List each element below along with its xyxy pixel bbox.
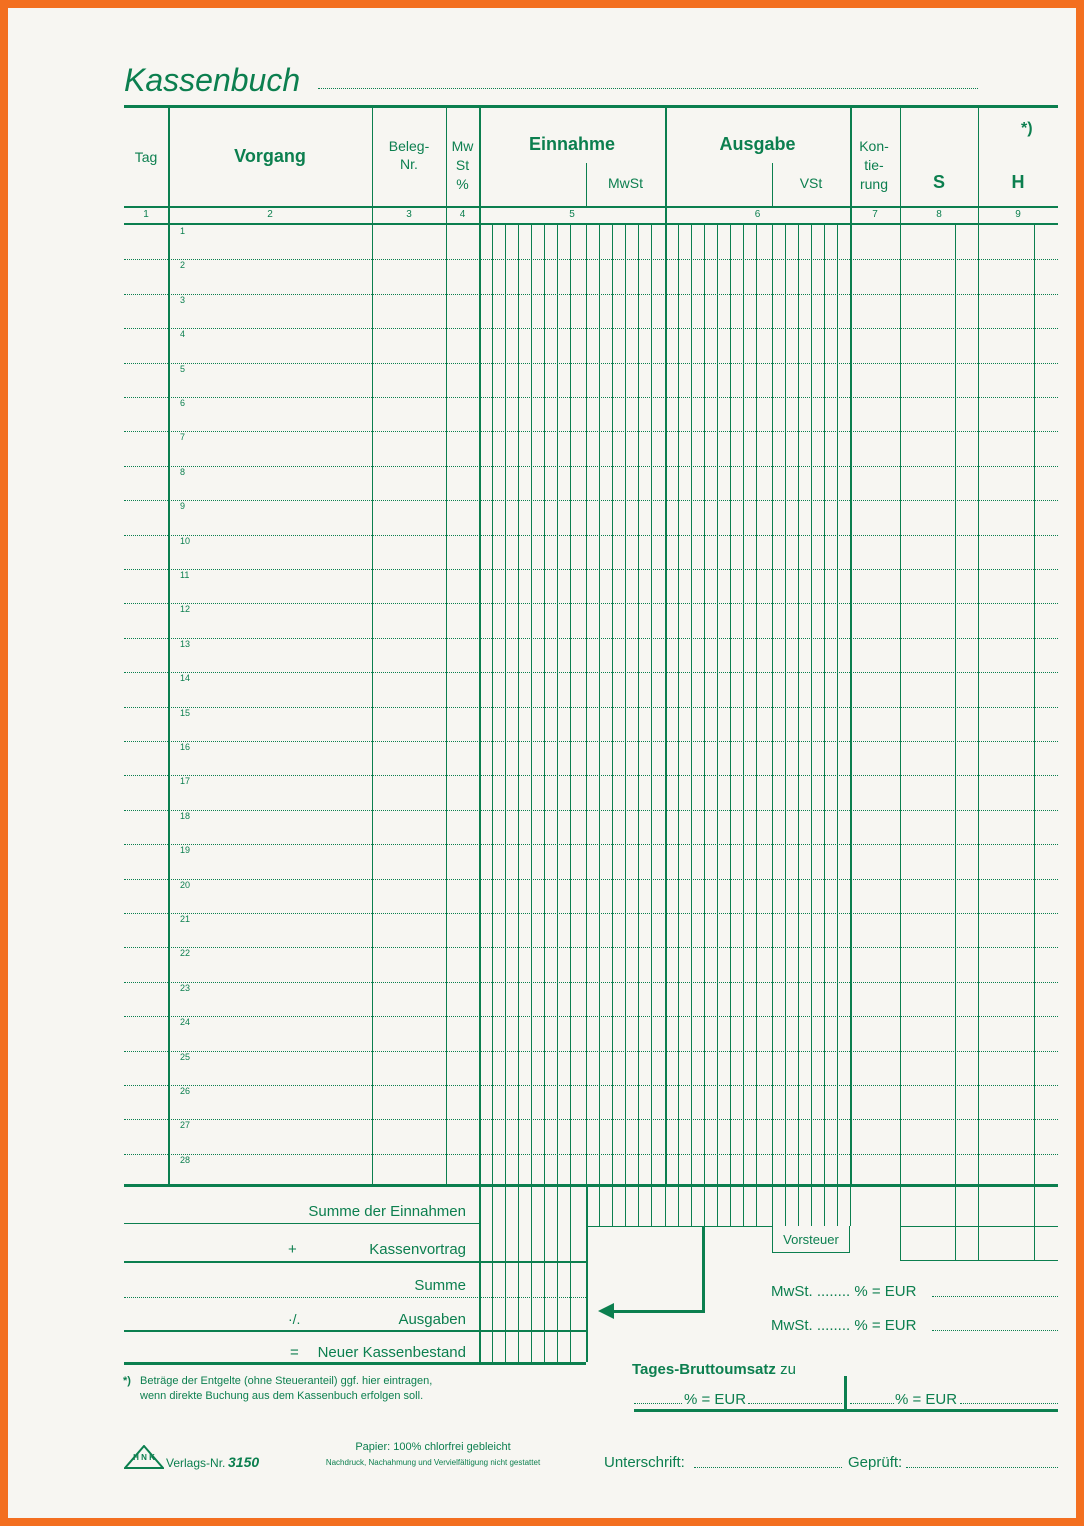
grid-digit-vline: [505, 223, 506, 1186]
grid-row-line: [124, 397, 1058, 398]
row-number: 12: [180, 604, 191, 615]
grid-row-line: [124, 913, 1058, 914]
grid-row-line: [124, 1119, 1058, 1120]
grid-row-line: [124, 638, 1058, 639]
grid-major-vline: [900, 105, 901, 1186]
neuer-bestand-label: Neuer Kassenbestand: [317, 1344, 466, 1361]
summary-digit-vline: [557, 1186, 558, 1362]
sh-summary-v3: [1034, 1186, 1035, 1261]
grid-row-line: [124, 603, 1058, 604]
summary-line-4: [124, 1330, 586, 1332]
summary-digit-vline: [570, 1186, 571, 1362]
grid-digit-vline: [955, 223, 956, 1186]
header-einnahme: Einnahme: [528, 134, 616, 154]
tages-pct-eur-1: % = EUR: [684, 1391, 747, 1408]
grid-row-line: [124, 535, 1058, 536]
colnum-bottom-rule: [124, 223, 1058, 225]
logo-letters: H N K: [133, 1453, 155, 1462]
header-beleg-1: Beleg-: [388, 138, 430, 154]
row-number: 10: [180, 535, 191, 546]
footnote-mark-header: *): [1021, 120, 1033, 137]
tages-zu: zu: [780, 1361, 796, 1378]
summary-digit-vline: [717, 1186, 718, 1226]
header-kont-1: Kon-: [859, 138, 889, 154]
grid-digit-vline: [811, 223, 812, 1186]
summary-digit-vline: [665, 1186, 666, 1226]
title-line: [318, 88, 978, 89]
unterschrift-label: Unterschrift:: [604, 1454, 685, 1471]
summary-digit-vline: [599, 1186, 600, 1226]
row-number: 19: [180, 845, 191, 856]
summary-digit-vline: [837, 1186, 838, 1226]
row-number: 5: [180, 363, 186, 374]
header-tag: Tag: [134, 149, 158, 165]
row-number: 25: [180, 1051, 191, 1062]
plus-sign: +: [288, 1241, 297, 1258]
summary-digit-vline: [518, 1186, 519, 1362]
column-number: 5: [569, 209, 575, 220]
sh-summary-v2: [978, 1186, 979, 1261]
column-number: 2: [267, 209, 273, 220]
grid-row-line: [124, 1016, 1058, 1017]
grid-row-line: [124, 879, 1058, 880]
grid-row-line: [124, 1085, 1058, 1086]
summary-digit-vline: [772, 1186, 773, 1226]
row-number: 21: [180, 914, 191, 924]
column-number: 4: [459, 209, 466, 220]
grid-digit-vline: [531, 223, 532, 1186]
grid-row-line: [124, 707, 1058, 708]
summary-digit-vline: [505, 1186, 506, 1362]
grid-row-line: [124, 1051, 1058, 1052]
unterschrift-line: [694, 1467, 842, 1468]
grid-row-line: [124, 431, 1058, 432]
tages-bottom-rule: [634, 1409, 1058, 1412]
row-number: 27: [180, 1120, 191, 1131]
grid-major-vline: [446, 105, 447, 1186]
kassenvortrag-label: Kassenvortrag: [369, 1241, 466, 1258]
grid-major-vline: [479, 105, 481, 1186]
column-number: 1: [143, 209, 149, 220]
grid-digit-vline: [678, 223, 679, 1186]
grid-row-line: [124, 569, 1058, 570]
grid-row-line: [124, 775, 1058, 776]
grid-digit-vline: [1034, 223, 1035, 1186]
summary-digit-vline: [850, 1186, 851, 1226]
grid-row-line: [124, 741, 1058, 742]
grid-row-line: [124, 294, 1058, 295]
grid-digit-vline: [756, 223, 757, 1186]
grid-digit-vline: [717, 223, 718, 1186]
column-number: 7: [872, 209, 878, 220]
summary-digit-vline: [612, 1186, 613, 1226]
summary-line-1: [124, 1223, 479, 1224]
summary-vline: [479, 1186, 481, 1362]
tages-fill-1b: [748, 1403, 842, 1404]
summary-digit-vline: [743, 1186, 744, 1226]
row-number: 6: [180, 398, 186, 408]
row-number: 24: [180, 1017, 191, 1028]
header-mwst-3: %: [456, 176, 469, 192]
summary-line-3: [124, 1297, 586, 1298]
footnote-line-2: wenn direkte Buchung aus dem Kassenbuch erfolgen soll.: [140, 1390, 424, 1402]
grid-row-line: [124, 982, 1058, 983]
row-number: 4: [180, 329, 186, 340]
header-h: H: [1011, 172, 1025, 192]
summary-digit-vline: [691, 1186, 692, 1226]
grid-digit-vline: [651, 223, 652, 1186]
header-mwst-1: Mw: [451, 138, 474, 154]
summary-digit-vline: [704, 1186, 705, 1226]
mwst-line-1: MwSt. ........ % = EUR: [771, 1283, 917, 1300]
row-number: 3: [180, 294, 186, 305]
tages-label-row: [632, 1362, 796, 1377]
row-number: 11: [180, 570, 190, 580]
row-number: 20: [180, 879, 191, 890]
header-ausgabe: Ausgabe: [719, 134, 796, 154]
grid-row-line: [124, 328, 1058, 329]
summary-bottom-rule: [124, 1362, 586, 1365]
column-number: 9: [1015, 209, 1021, 220]
header-beleg-2: Nr.: [400, 156, 418, 172]
verlags-nr: 3150: [228, 1454, 260, 1470]
grid-digit-vline: [586, 223, 587, 1186]
header-ausgabe-vst: VSt: [799, 175, 823, 191]
grid-row-line: [124, 466, 1058, 467]
summary-line-2: [124, 1261, 586, 1263]
grid-digit-vline: [599, 223, 600, 1186]
summary-hline: [586, 1226, 772, 1227]
summary-digit-vline: [756, 1186, 757, 1226]
grid-major-vline: [850, 105, 852, 1186]
grid-digit-vline: [544, 223, 545, 1186]
grid-digit-vline: [772, 223, 773, 1186]
minus-sign: ·/.: [288, 1311, 301, 1327]
column-number: 3: [406, 209, 412, 220]
papier-note: Papier: 100% chlorfrei gebleicht: [355, 1441, 511, 1453]
summary-digit-vline: [651, 1186, 652, 1226]
grid-digit-vline: [612, 223, 613, 1186]
header-s: S: [932, 172, 945, 192]
header-einnahme-divider: [586, 163, 587, 206]
grid-major-vline: [665, 105, 667, 1186]
row-number: 22: [180, 948, 191, 959]
column-number: 8: [936, 209, 942, 220]
grid-digit-vline: [518, 223, 519, 1186]
row-number: 18: [180, 810, 191, 821]
grid-digit-vline: [625, 223, 626, 1186]
grid-digit-vline: [785, 223, 786, 1186]
verlags-label: Verlags-Nr.: [166, 1456, 226, 1470]
tages-divider: [844, 1376, 847, 1410]
tages-fill-1a: [634, 1403, 682, 1404]
row-number: 26: [180, 1086, 191, 1096]
grid-digit-vline: [557, 223, 558, 1186]
equals-sign: =: [290, 1344, 299, 1361]
header-vorgang: Vorgang: [234, 146, 306, 166]
arrow-shaft: [612, 1310, 705, 1313]
mwst-line-1-fill: [932, 1296, 1058, 1297]
grid-major-vline: [978, 105, 979, 1186]
row-number: 9: [180, 501, 186, 512]
grid-row-line: [124, 810, 1058, 811]
form-sheet: [8, 8, 1076, 1518]
row-number: 7: [180, 432, 186, 443]
grid-major-vline: [168, 105, 170, 1186]
grid-digit-vline: [743, 223, 744, 1186]
mwst-line-2-fill: [932, 1330, 1058, 1331]
grid-digit-vline: [730, 223, 731, 1186]
grid-row-line: [124, 500, 1058, 501]
column-number: 6: [754, 209, 761, 220]
grid-digit-vline: [570, 223, 571, 1186]
row-number: 17: [180, 776, 191, 787]
colnum-top-rule: [124, 206, 1058, 208]
summary-digit-vline: [730, 1186, 731, 1226]
ausgaben-label: Ausgaben: [398, 1311, 466, 1328]
summary-digit-vline: [798, 1186, 799, 1226]
row-number: 8: [180, 466, 186, 477]
summary-digit-vline: [811, 1186, 812, 1226]
mwst-line-2: MwSt. ........ % = EUR: [771, 1317, 917, 1334]
row-number: 2: [180, 260, 186, 271]
summary-digit-vline: [638, 1186, 639, 1226]
tages-fill-2b: [960, 1403, 1058, 1404]
footnote-line-1: Beträge der Entgelte (ohne Steueranteil) ggf. hier eintragen,: [140, 1375, 433, 1387]
header-top-rule: [124, 105, 1058, 108]
summe-label: Summe: [414, 1277, 466, 1294]
summary-digit-vline: [785, 1186, 786, 1226]
grid-digit-vline: [824, 223, 825, 1186]
summary-digit-vline: [678, 1186, 679, 1226]
grid-row-line: [124, 844, 1058, 845]
geprueft-line: [906, 1467, 1058, 1468]
row-number: 14: [180, 673, 191, 684]
vorsteuer-label: Vorsteuer: [783, 1232, 839, 1247]
tages-pct-eur-2: % = EUR: [895, 1391, 958, 1408]
row-number: 16: [180, 742, 191, 752]
grid-digit-vline: [638, 223, 639, 1186]
footnote-mark: *): [123, 1375, 131, 1387]
grid-row-line: [124, 363, 1058, 364]
header-ausgabe-divider: [772, 163, 773, 206]
arrow-stem: [702, 1226, 705, 1312]
row-number: 1: [180, 226, 186, 236]
row-number: 13: [180, 638, 191, 649]
header-einnahme-mwst: MwSt: [608, 175, 643, 191]
header-mwst-2: St: [455, 157, 470, 173]
grid-digit-vline: [798, 223, 799, 1186]
grid-row-line: [124, 947, 1058, 948]
form-title: Kassenbuch: [124, 62, 301, 98]
grid-digit-vline: [704, 223, 705, 1186]
tages-label: Tages-Bruttoumsatz: [632, 1361, 776, 1378]
grid-row-line: [124, 259, 1058, 260]
summary-digit-vline: [492, 1186, 493, 1362]
summe-einnahmen-label: Summe der Einnahmen: [308, 1203, 466, 1220]
header-kont-3: rung: [859, 176, 889, 192]
summary-vline: [586, 1186, 588, 1362]
header-kont-2: tie-: [864, 157, 884, 173]
row-number: 23: [180, 982, 191, 993]
summary-digit-vline: [544, 1186, 545, 1362]
row-number: 15: [180, 707, 191, 718]
nachdruck-note: Nachdruck, Nachahmung und Vervielfältigung nicht gestattet: [325, 1458, 541, 1467]
grid-row-line: [124, 1154, 1058, 1155]
grid-major-vline: [372, 105, 373, 1186]
arrow-head-icon: [598, 1303, 614, 1319]
summary-digit-vline: [625, 1186, 626, 1226]
summary-digit-vline: [531, 1186, 532, 1362]
grid-digit-vline: [691, 223, 692, 1186]
geprueft-label: Geprüft:: [848, 1454, 903, 1471]
grid-digit-vline: [492, 223, 493, 1186]
grid-row-line: [124, 672, 1058, 673]
row-number: 28: [180, 1154, 191, 1165]
grid-digit-vline: [837, 223, 838, 1186]
tages-fill-2a: [850, 1403, 894, 1404]
sh-summary-v1: [955, 1186, 956, 1261]
summary-digit-vline: [824, 1186, 825, 1226]
